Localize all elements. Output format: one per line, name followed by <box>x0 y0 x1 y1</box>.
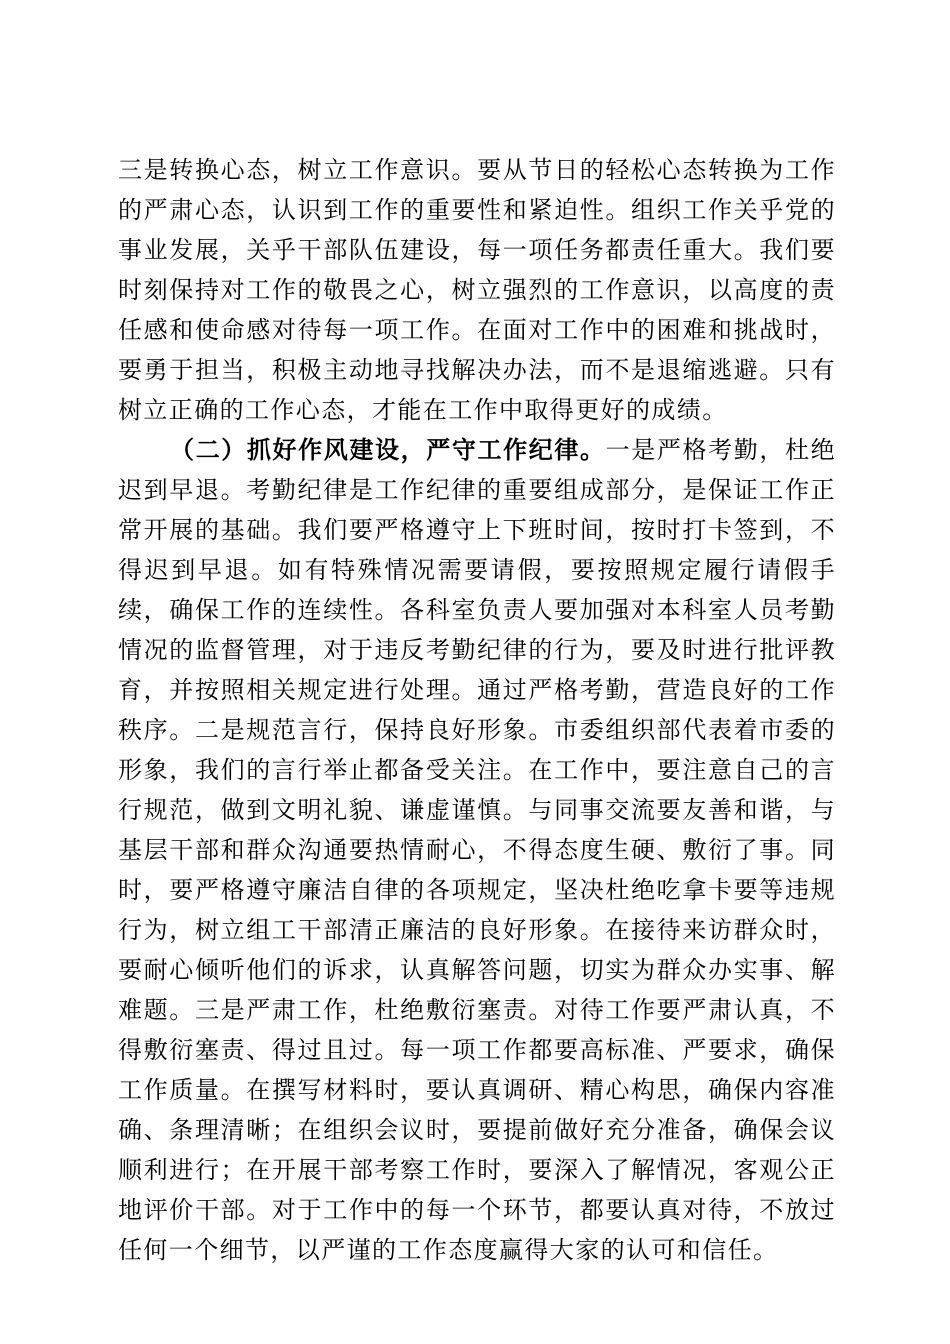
paragraph-work-discipline <box>118 430 836 1270</box>
section-heading-inline: （二）抓好作风建设，严守工作纪律。 <box>170 435 606 464</box>
paragraph-work-mindset: 三是转换心态，树立工作意识。要从节日的轻松心态转换为工作的严肃心态，认识到工作的重要性和紧迫性。组织工作关乎党的事业发展，关乎干部队伍建设，每一项任务都责任重大。我们要时刻保持对工作的敬畏之心，树立强烈的工作意识，以高度的责任感和使命感对待每一项工作。在面对工作中的困难和挑战时，要勇于担当，积极主动地寻找解决办法，而不是退缩逃避。只有树立正确的工作心态，才能在工作中取得更好的成绩。 <box>118 156 836 424</box>
paragraph-body-text: 一是严格考勤，杜绝迟到早退。考勤纪律是工作纪律的重要组成部分，是保证工作正常开展的基础。我们要严格遵守上下班时间，按时打卡签到，不得迟到早退。如有特殊情况需要请假，要按照规定履行请假手续，确保工作的连续性。各科室负责人要加强对本科室人员考勤情况的监督管理，对于违反考勤纪律的行为，要及时进行批评教育，并按照相关规定进行处理。通过严格考勤，营造良好的工作秩序。二是规范言行，保持良好形象。市委组织部代表着市委的形象，我们的言行举止都备受关注。在工作中，要注意自己的言行规范，做到文明礼貌、谦虚谨慎。与同事交流要友善和谐，与基层干部和群众沟通要热情耐心，不得态度生硬、敷衍了事。同时，要严格遵守廉洁自律的各项规定，坚决杜绝吃拿卡要等违规行为，树立组工干部清正廉洁的良好形象。在接待来访群众时，要耐心倾听他们的诉求，认真解答问题，切实为群众办实事、解难题。三是严肃工作，杜绝敷衍塞责。对待工作要严肃认真，不得敷衍塞责、得过且过。每一项工作都要高标准、严要求，确保工作质量。在撰写材料时，要认真调研、精心构思，确保内容准确、条理清晰；在组织会议时，要提前做好充分准备，确保会议顺利进行；在开展干部考察工作时，要深入了解情况，客观公正地评价干部。对于工作中的每一个环节，都要认真对待，不放过任何一个细节，以严谨的工作态度赢得大家的认可和信任。 <box>118 436 836 1264</box>
document-body <box>118 150 836 1270</box>
